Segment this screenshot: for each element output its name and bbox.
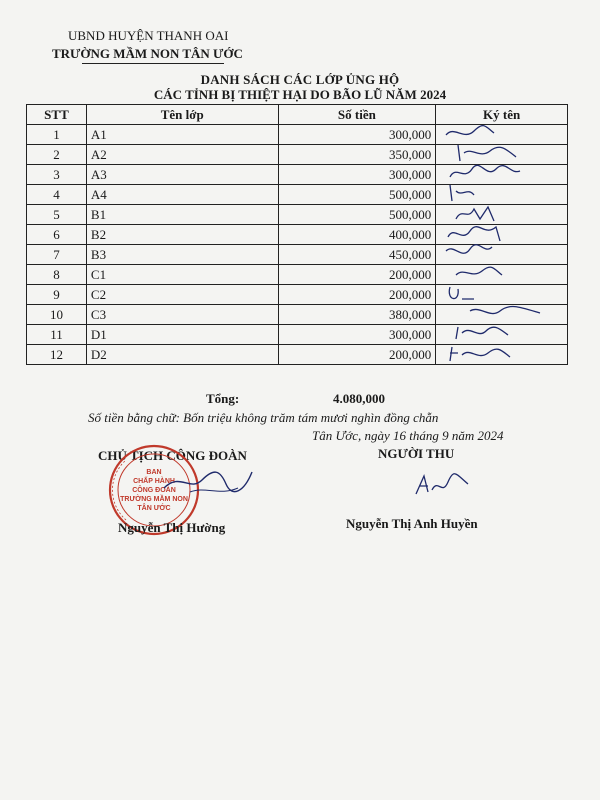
- cell-class-name: B1: [86, 205, 278, 225]
- column-header-amount: Số tiền: [278, 105, 436, 125]
- column-header-stt: STT: [27, 105, 87, 125]
- cell-amount: 300,000: [278, 125, 436, 145]
- cell-class-name: B2: [86, 225, 278, 245]
- cell-class-name: A4: [86, 185, 278, 205]
- cell-amount: 200,000: [278, 285, 436, 305]
- stamp-line: BAN: [146, 469, 162, 476]
- amount-in-words: Số tiền bằng chữ: Bốn triệu không trăm tám mươi nghìn đồng chẵn: [88, 410, 439, 425]
- cell-class-name: D2: [86, 345, 278, 365]
- right-signer-name: Nguyễn Thị Anh Huyền: [346, 516, 478, 531]
- document-title-line2: CÁC TỈNH BỊ THIỆT HẠI DO BÃO LŨ NĂM 2024: [153, 87, 447, 102]
- cell-stt: 12: [27, 345, 87, 365]
- header-school: TRƯỜNG MẦM NON TÂN ƯỚC: [52, 46, 243, 61]
- left-signature: [160, 462, 256, 502]
- total-label: Tổng:: [206, 391, 240, 406]
- right-signer-role: NGƯỜI THU: [378, 446, 455, 461]
- cell-class-name: A2: [86, 145, 278, 165]
- cell-amount: 400,000: [278, 225, 436, 245]
- cell-class-name: D1: [86, 325, 278, 345]
- cell-amount: 200,000: [278, 345, 436, 365]
- cell-amount: 200,000: [278, 265, 436, 285]
- cell-class-name: A3: [86, 165, 278, 185]
- cell-class-name: A1: [86, 125, 278, 145]
- cell-amount: 380,000: [278, 305, 436, 325]
- date-line: Tân Ước, ngày 16 tháng 9 năm 2024: [312, 428, 504, 443]
- cell-stt: 1: [27, 125, 87, 145]
- document-title-line1: DANH SÁCH CÁC LỚP ỦNG HỘ: [200, 72, 400, 87]
- stamp-line: CHẤP HÀNH: [133, 478, 175, 485]
- cell-amount: 300,000: [278, 325, 436, 345]
- right-signature: [412, 470, 472, 500]
- cell-class-name: B3: [86, 245, 278, 265]
- cell-stt: 9: [27, 285, 87, 305]
- stamp-line: TRƯỜNG MẦM NON: [120, 496, 188, 503]
- header-divider: [82, 63, 224, 64]
- header-org: UBND HUYỆN THANH OAI: [68, 28, 229, 43]
- cell-stt: 10: [27, 305, 87, 325]
- cell-amount: 350,000: [278, 145, 436, 165]
- table-body: [27, 125, 568, 365]
- cell-stt: 3: [27, 165, 87, 185]
- table-row: [27, 345, 568, 365]
- cell-amount: 450,000: [278, 245, 436, 265]
- cell-stt: 5: [27, 205, 87, 225]
- cell-amount: 500,000: [278, 185, 436, 205]
- cell-stt: 8: [27, 265, 87, 285]
- stamp-line: CÔNG ĐOÀN: [132, 487, 176, 494]
- handwritten-signature: [444, 341, 554, 369]
- cell-signature: [436, 345, 568, 365]
- cell-class-name: C3: [86, 305, 278, 325]
- cell-amount: 300,000: [278, 165, 436, 185]
- cell-class-name: C2: [86, 285, 278, 305]
- left-signer-name: Nguyễn Thị Hường: [118, 520, 226, 535]
- total-value: 4.080,000: [333, 391, 385, 406]
- cell-stt: 2: [27, 145, 87, 165]
- cell-stt: 7: [27, 245, 87, 265]
- cell-stt: 11: [27, 325, 87, 345]
- column-header-signature: Ký tên: [436, 105, 568, 125]
- donation-table: [26, 104, 568, 365]
- stamp-line: TÂN ƯỚC: [137, 505, 171, 512]
- cell-stt: 6: [27, 225, 87, 245]
- cell-class-name: C1: [86, 265, 278, 285]
- cell-amount: 500,000: [278, 205, 436, 225]
- column-header-class: Tên lớp: [86, 105, 278, 125]
- cell-stt: 4: [27, 185, 87, 205]
- left-signer-role: CHỦ TỊCH CÔNG ĐOÀN: [98, 448, 247, 463]
